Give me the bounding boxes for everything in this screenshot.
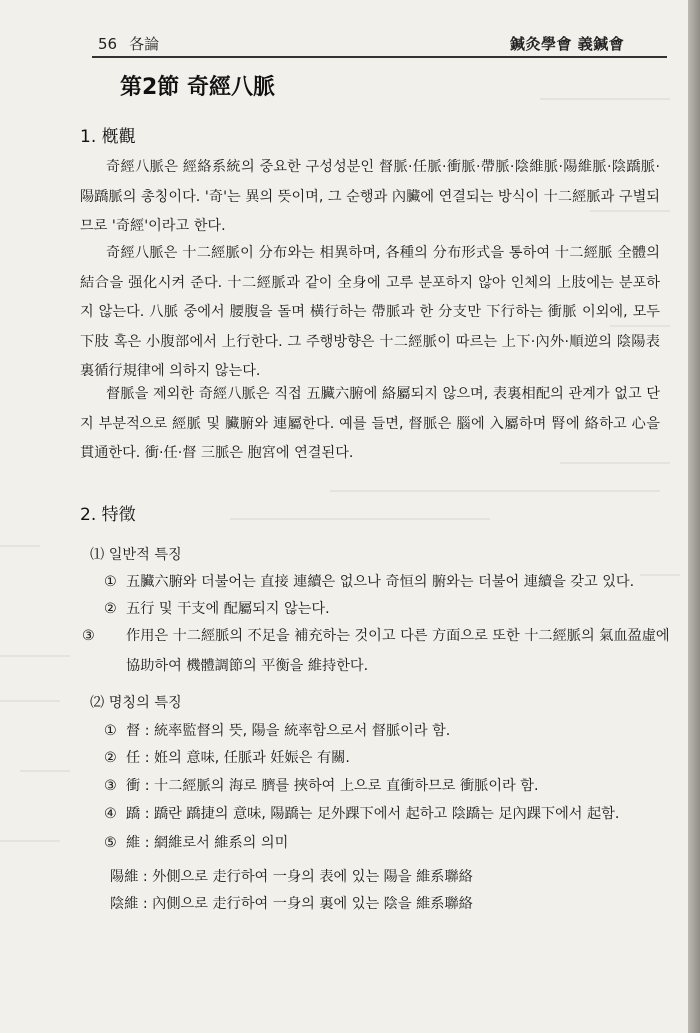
list-item — [104, 800, 664, 830]
list-item — [82, 622, 686, 681]
item-text: 維 : 網維로서 維系의 의미 — [126, 835, 289, 851]
item-number: ⑤ — [104, 835, 117, 851]
item-text: 任 : 姙의 意味, 任脈과 妊娠은 有關. — [126, 750, 350, 766]
definition-line: 陽維 : 外側으로 走行하여 一身의 表에 있는 陽을 維系聯絡 — [110, 869, 473, 885]
item-number: ④ — [104, 806, 117, 822]
item-text: 五臟六腑와 더불어는 直接 連續은 없으나 奇恒의 腑와는 더불어 連續을 갖고 있다. — [126, 574, 635, 590]
item-text: 蹻 : 蹻란 蹻捷의 意味, 陽蹻는 足外踝下에서 起하고 陰蹻는 足內踝下에서 起함. — [126, 806, 620, 822]
paragraph: 奇經八脈은 十二經脈이 分布와는 相異하며, 各種의 分布形式을 통하여 十二經脈 全體의 結合을 强化시켜 준다. 十二經脈과 같이 全身에 고루 분포하지 않아 인체의 上肢에는 분포하지 않는다. 八脈 중에서 腰腹을 돌며 橫行하는 帶脈과 한 分支만 下行하는 衝脈 이외에, 모두 下肢 혹은 小腹部에서 上行한다. 그 주행방향은 十二經脈이 따르는 上下·內外·順逆의 陰陽表裏循行規律에 의하지 않는다. — [80, 245, 660, 379]
list-item — [104, 772, 664, 802]
list-item — [104, 744, 664, 774]
paragraph: 奇經八脈은 經絡系統의 중요한 구성성분인 督脈·任脈·衝脈·帶脈·陰維脈·陽維脈·陰蹻脈·陽蹻脈의 총칭이다. '奇'는 異의 뜻이며, 그 순행과 內臟에 연결되는 방식이 十二經脈과 구별되므로 '奇經'이라고 한다. — [80, 159, 660, 234]
item-text: 衝 : 十二經脈의 海로 臍를 挾하여 上으로 直衝하므로 衝脈이라 함. — [126, 778, 539, 794]
item-number: ③ — [104, 778, 117, 794]
list-item — [104, 595, 664, 625]
item-number: ② — [104, 750, 117, 766]
item-number: ③ — [82, 628, 95, 644]
page-title: 第2節 奇經八脈 — [120, 75, 275, 100]
definition-line: 陰維 : 內側으로 走行하여 一身의 裏에 있는 陰을 維系聯絡 — [110, 896, 473, 912]
running-header-right: 鍼灸學會 義鍼會 — [510, 35, 625, 53]
page-number: 56 — [98, 35, 118, 53]
section-heading-features: 2. 特徵 — [80, 505, 136, 525]
item-number: ② — [104, 601, 117, 617]
section-label: 各論 — [129, 35, 160, 53]
item-text: 五行 및 干支에 配屬되지 않는다. — [126, 601, 330, 617]
running-header-left — [98, 33, 171, 54]
list-item — [104, 829, 664, 859]
subsection-label: ⑴ 일반적 특징 — [90, 547, 182, 563]
list-item — [104, 568, 664, 598]
page-edge-shadow — [688, 0, 700, 1033]
item-text: 作用은 十二經脈의 不足을 補充하는 것이고 다른 方面으로 또한 十二經脈의 氣血盈虛에 協助하여 機體調節의 平衡을 維持한다. — [126, 628, 670, 674]
subsection-label: ⑵ 명칭의 특징 — [90, 695, 182, 711]
paragraph: 督脈을 제외한 奇經八脈은 직접 五臟六腑에 絡屬되지 않으며, 表裏相配의 관계가 없고 단지 부분적으로 經脈 및 臟腑와 連屬한다. 예를 들면, 督脈은 腦에 入屬하며 腎에 絡하고 心을 貫通한다. 衝·任·督 三脈은 胞宮에 연결된다. — [80, 386, 660, 461]
section-heading-overview: 1. 槪觀 — [80, 127, 136, 147]
item-text: 督 : 統率監督의 뜻, 陽을 統率함으로서 督脈이라 함. — [126, 723, 451, 739]
item-number: ① — [104, 723, 117, 739]
header-rule — [92, 56, 667, 58]
list-item — [104, 717, 664, 747]
item-number: ① — [104, 574, 117, 590]
